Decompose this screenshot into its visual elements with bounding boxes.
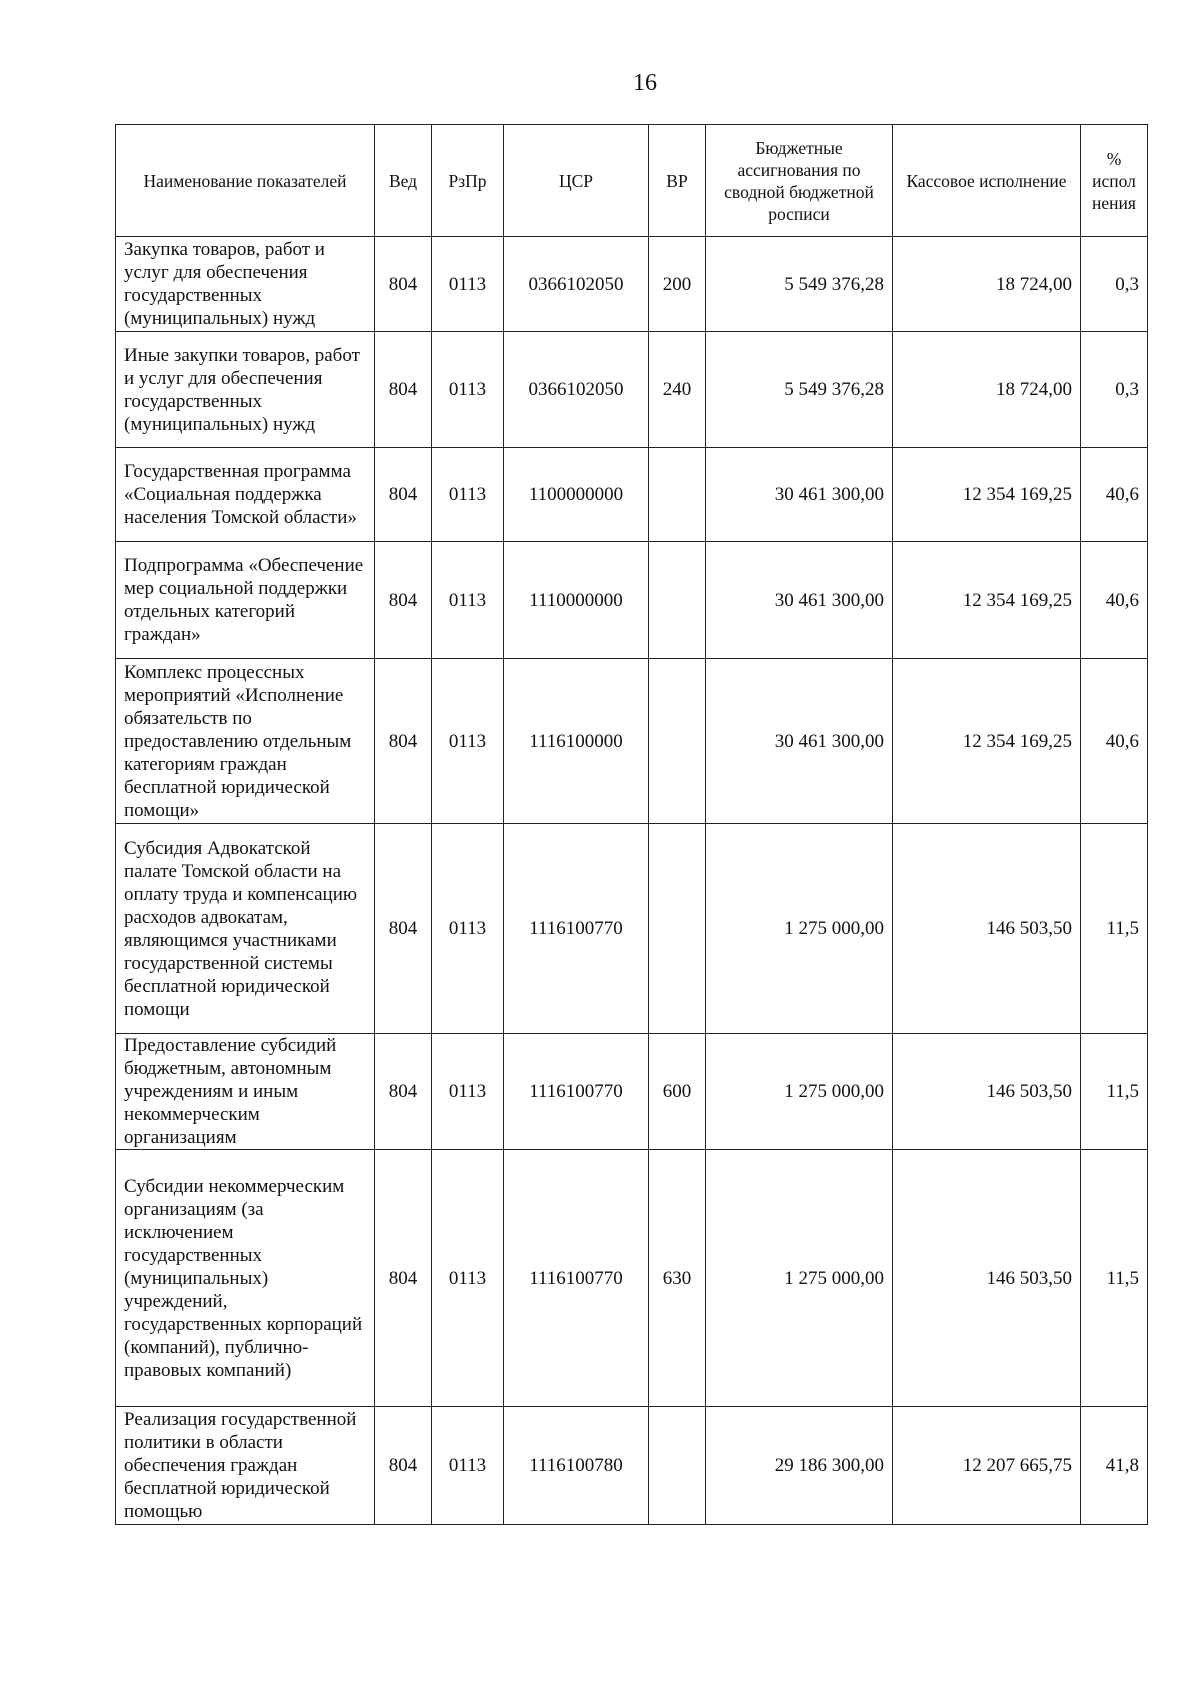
cell-rzpr: 0113 <box>432 659 504 824</box>
cell-cash: 146 503,50 <box>893 1150 1081 1407</box>
table-row <box>116 659 1148 824</box>
cell-vr: 630 <box>649 1150 706 1407</box>
cell-percent: 41,8 <box>1081 1407 1148 1525</box>
header-percent: % испол нения <box>1081 125 1148 237</box>
budget-execution-table <box>115 124 1148 1525</box>
table-row <box>116 1407 1148 1525</box>
cell-rzpr: 0113 <box>432 824 504 1034</box>
cell-cash: 12 207 665,75 <box>893 1407 1081 1525</box>
cell-name: Государственная программа «Социальная поддержка населения Томской области» <box>116 448 375 542</box>
header-csr: ЦСР <box>504 125 649 237</box>
page-number: 16 <box>633 70 657 96</box>
cell-csr: 1116100770 <box>504 824 649 1034</box>
cell-budget: 1 275 000,00 <box>706 1034 893 1150</box>
table-row <box>116 332 1148 448</box>
cell-csr: 1116100780 <box>504 1407 649 1525</box>
cell-budget: 1 275 000,00 <box>706 824 893 1034</box>
cell-vr <box>649 824 706 1034</box>
cell-name: Реализация государственной политики в области обеспечения граждан бесплатной юридической помощью <box>116 1407 375 1525</box>
table-row <box>116 448 1148 542</box>
cell-cash: 146 503,50 <box>893 1034 1081 1150</box>
cell-rzpr: 0113 <box>432 237 504 332</box>
cell-name: Субсидия Адвокатской палате Томской области на оплату труда и компенсацию расходов адвокатам, являющимся участниками государственной системы бесплатной юридической помощи <box>116 824 375 1034</box>
table-row <box>116 542 1148 659</box>
cell-cash: 18 724,00 <box>893 237 1081 332</box>
cell-ved: 804 <box>375 332 432 448</box>
cell-vr <box>649 542 706 659</box>
cell-budget: 1 275 000,00 <box>706 1150 893 1407</box>
cell-percent: 0,3 <box>1081 332 1148 448</box>
table-row <box>116 237 1148 332</box>
cell-csr: 1116100770 <box>504 1034 649 1150</box>
cell-cash: 18 724,00 <box>893 332 1081 448</box>
cell-rzpr: 0113 <box>432 542 504 659</box>
cell-ved: 804 <box>375 448 432 542</box>
cell-vr: 200 <box>649 237 706 332</box>
cell-csr: 0366102050 <box>504 237 649 332</box>
header-cash: Кассовое исполнение <box>893 125 1081 237</box>
cell-name: Иные закупки товаров, работ и услуг для обеспечения государственных (муниципальных) нужд <box>116 332 375 448</box>
cell-rzpr: 0113 <box>432 1150 504 1407</box>
table-header-row <box>116 125 1148 237</box>
cell-percent: 11,5 <box>1081 1150 1148 1407</box>
cell-rzpr: 0113 <box>432 448 504 542</box>
cell-ved: 804 <box>375 659 432 824</box>
cell-ved: 804 <box>375 1407 432 1525</box>
table-row <box>116 1034 1148 1150</box>
cell-cash: 12 354 169,25 <box>893 659 1081 824</box>
cell-percent: 40,6 <box>1081 542 1148 659</box>
cell-csr: 1110000000 <box>504 542 649 659</box>
cell-budget: 5 549 376,28 <box>706 237 893 332</box>
cell-cash: 12 354 169,25 <box>893 542 1081 659</box>
cell-csr: 0366102050 <box>504 332 649 448</box>
cell-ved: 804 <box>375 1150 432 1407</box>
cell-budget: 5 549 376,28 <box>706 332 893 448</box>
table-row <box>116 1150 1148 1407</box>
table-row <box>116 824 1148 1034</box>
cell-name: Подпрограмма «Обеспечение мер социальной поддержки отдельных категорий граждан» <box>116 542 375 659</box>
cell-budget: 30 461 300,00 <box>706 659 893 824</box>
cell-budget: 30 461 300,00 <box>706 542 893 659</box>
header-rzpr: РзПр <box>432 125 504 237</box>
cell-rzpr: 0113 <box>432 1034 504 1150</box>
cell-name: Закупка товаров, работ и услуг для обеспечения государственных (муниципальных) нужд <box>116 237 375 332</box>
cell-csr: 1116100770 <box>504 1150 649 1407</box>
cell-ved: 804 <box>375 542 432 659</box>
cell-ved: 804 <box>375 824 432 1034</box>
cell-rzpr: 0113 <box>432 332 504 448</box>
cell-name: Предоставление субсидий бюджетным, автономным учреждениям и иным некоммерческим организациям <box>116 1034 375 1150</box>
cell-budget: 29 186 300,00 <box>706 1407 893 1525</box>
cell-percent: 0,3 <box>1081 237 1148 332</box>
cell-percent: 11,5 <box>1081 824 1148 1034</box>
cell-cash: 146 503,50 <box>893 824 1081 1034</box>
cell-percent: 40,6 <box>1081 448 1148 542</box>
cell-rzpr: 0113 <box>432 1407 504 1525</box>
cell-csr: 1100000000 <box>504 448 649 542</box>
cell-vr: 600 <box>649 1034 706 1150</box>
cell-percent: 40,6 <box>1081 659 1148 824</box>
cell-ved: 804 <box>375 1034 432 1150</box>
header-vr: ВР <box>649 125 706 237</box>
cell-cash: 12 354 169,25 <box>893 448 1081 542</box>
cell-budget: 30 461 300,00 <box>706 448 893 542</box>
cell-name: Комплекс процессных мероприятий «Исполнение обязательств по предоставлению отдельным категориям граждан бесплатной юридической помощи» <box>116 659 375 824</box>
cell-vr: 240 <box>649 332 706 448</box>
header-name: Наименование показателей <box>116 125 375 237</box>
cell-vr <box>649 659 706 824</box>
cell-name: Субсидии некоммерческим организациям (за исключением государственных (муниципальных) учреждений, государственных корпораций (компаний), публично-правовых компаний) <box>116 1150 375 1407</box>
cell-vr <box>649 1407 706 1525</box>
header-ved: Вед <box>375 125 432 237</box>
cell-vr <box>649 448 706 542</box>
header-budget: Бюджетные ассигнования по сводной бюджетной росписи <box>706 125 893 237</box>
cell-csr: 1116100000 <box>504 659 649 824</box>
cell-ved: 804 <box>375 237 432 332</box>
cell-percent: 11,5 <box>1081 1034 1148 1150</box>
